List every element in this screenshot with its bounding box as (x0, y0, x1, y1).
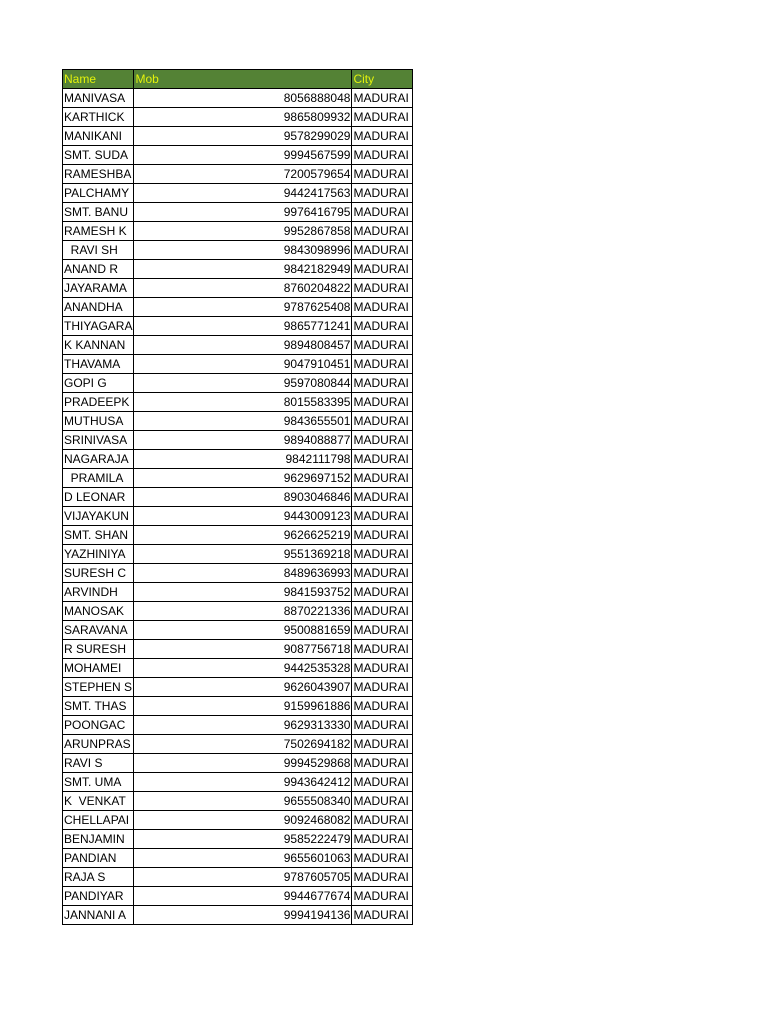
table-row (63, 564, 413, 583)
mob-cell[interactable]: 9976416795 (134, 203, 352, 222)
city-cell[interactable]: MADURAI (352, 241, 413, 260)
mob-cell[interactable]: 8489636993 (134, 564, 352, 583)
name-cell[interactable]: VIJAYAKUN (63, 507, 134, 526)
table-row (63, 887, 413, 906)
city-cell[interactable]: MADURAI (352, 773, 413, 792)
mob-cell[interactable]: 8015583395 (134, 393, 352, 412)
city-cell[interactable]: MADURAI (352, 887, 413, 906)
mob-cell[interactable]: 9994567599 (134, 146, 352, 165)
name-cell[interactable]: RAJA S (63, 868, 134, 887)
contacts-table (62, 69, 413, 925)
name-cell[interactable]: STEPHEN S (63, 678, 134, 697)
table-row (63, 165, 413, 184)
city-cell[interactable]: MADURAI (352, 450, 413, 469)
mob-cell[interactable]: 9841593752 (134, 583, 352, 602)
city-cell[interactable]: MADURAI (352, 146, 413, 165)
name-cell[interactable]: SARAVANA (63, 621, 134, 640)
name-cell[interactable]: RAMESH K (63, 222, 134, 241)
name-cell[interactable]: MANOSAK (63, 602, 134, 621)
mob-cell[interactable]: 9442417563 (134, 184, 352, 203)
table-row (63, 260, 413, 279)
city-cell[interactable]: MADURAI (352, 184, 413, 203)
table-row (63, 146, 413, 165)
name-cell[interactable]: R SURESH (63, 640, 134, 659)
name-cell[interactable]: ARUNPRAS (63, 735, 134, 754)
name-cell[interactable]: PANDIYAR (63, 887, 134, 906)
table-row (63, 602, 413, 621)
city-cell[interactable]: MADURAI (352, 526, 413, 545)
table-row (63, 754, 413, 773)
mob-cell[interactable]: 9626625219 (134, 526, 352, 545)
name-cell[interactable]: CHELLAPAI (63, 811, 134, 830)
header-mob[interactable]: Mob (134, 70, 352, 89)
table-row (63, 659, 413, 678)
mob-cell[interactable]: 9944677674 (134, 887, 352, 906)
city-cell[interactable]: MADURAI (352, 830, 413, 849)
table-row (63, 241, 413, 260)
city-cell[interactable]: MADURAI (352, 849, 413, 868)
name-cell[interactable]: NAGARAJA (63, 450, 134, 469)
city-cell[interactable]: MADURAI (352, 431, 413, 450)
name-cell[interactable]: PRADEEPK (63, 393, 134, 412)
name-cell[interactable]: PANDIAN (63, 849, 134, 868)
name-cell[interactable]: SMT. SHAN (63, 526, 134, 545)
mob-cell[interactable]: 7200579654 (134, 165, 352, 184)
mob-cell[interactable]: 9442535328 (134, 659, 352, 678)
table-row (63, 298, 413, 317)
mob-cell[interactable]: 9952867858 (134, 222, 352, 241)
name-cell[interactable]: JANNANI A (63, 906, 134, 925)
table-row (63, 583, 413, 602)
mob-cell[interactable]: 8760204822 (134, 279, 352, 298)
table-row (63, 412, 413, 431)
table-row (63, 697, 413, 716)
table-row (63, 735, 413, 754)
mob-cell[interactable]: 9655508340 (134, 792, 352, 811)
mob-cell[interactable]: 9843655501 (134, 412, 352, 431)
city-cell[interactable]: MADURAI (352, 488, 413, 507)
name-cell[interactable]: MUTHUSA (63, 412, 134, 431)
city-cell[interactable]: MADURAI (352, 678, 413, 697)
mob-cell[interactable]: 9092468082 (134, 811, 352, 830)
mob-cell[interactable]: 7502694182 (134, 735, 352, 754)
table-row (63, 906, 413, 925)
name-cell[interactable]: ANANDHA (63, 298, 134, 317)
city-cell[interactable]: MADURAI (352, 621, 413, 640)
city-cell[interactable]: MADURAI (352, 222, 413, 241)
mob-cell[interactable]: 9842182949 (134, 260, 352, 279)
mob-cell[interactable]: 8903046846 (134, 488, 352, 507)
city-cell[interactable]: MADURAI (352, 868, 413, 887)
name-cell[interactable]: SRINIVASA (63, 431, 134, 450)
mob-cell[interactable]: 9087756718 (134, 640, 352, 659)
table-row (63, 545, 413, 564)
mob-cell[interactable]: 9585222479 (134, 830, 352, 849)
name-cell[interactable]: SMT. UMA (63, 773, 134, 792)
table-row (63, 678, 413, 697)
table-row (63, 108, 413, 127)
city-cell[interactable]: MADURAI (352, 336, 413, 355)
table-row (63, 450, 413, 469)
name-cell[interactable]: GOPI G (63, 374, 134, 393)
table-row (63, 868, 413, 887)
mob-cell[interactable]: 9787625408 (134, 298, 352, 317)
city-cell[interactable]: MADURAI (352, 203, 413, 222)
city-cell[interactable]: MADURAI (352, 469, 413, 488)
mob-cell[interactable]: 8870221336 (134, 602, 352, 621)
city-cell[interactable]: MADURAI (352, 792, 413, 811)
mob-cell[interactable]: 9597080844 (134, 374, 352, 393)
city-cell[interactable]: MADURAI (352, 716, 413, 735)
table-row (63, 317, 413, 336)
name-cell[interactable]: RAVI S (63, 754, 134, 773)
table-row (63, 336, 413, 355)
name-cell[interactable]: SMT. THAS (63, 697, 134, 716)
table-row (63, 830, 413, 849)
city-cell[interactable]: MADURAI (352, 412, 413, 431)
city-cell[interactable]: MADURAI (352, 279, 413, 298)
table-row (63, 127, 413, 146)
city-cell[interactable]: MADURAI (352, 583, 413, 602)
table-row (63, 811, 413, 830)
table-row (63, 621, 413, 640)
name-cell[interactable]: MOHAMEI (63, 659, 134, 678)
city-cell[interactable]: MADURAI (352, 735, 413, 754)
name-cell[interactable]: K VENKAT (63, 792, 134, 811)
name-cell[interactable]: D LEONAR (63, 488, 134, 507)
header-row (63, 70, 413, 89)
table-row (63, 640, 413, 659)
table-row (63, 773, 413, 792)
city-cell[interactable]: MADURAI (352, 89, 413, 108)
table-row (63, 716, 413, 735)
mob-cell[interactable]: 8056888048 (134, 89, 352, 108)
mob-cell[interactable]: 9842111798 (134, 450, 352, 469)
name-cell[interactable]: PALCHAMY (63, 184, 134, 203)
table-row (63, 526, 413, 545)
table-row (63, 393, 413, 412)
table-row (63, 89, 413, 108)
name-cell[interactable]: ARVINDH (63, 583, 134, 602)
city-cell[interactable]: MADURAI (352, 754, 413, 773)
city-cell[interactable]: MADURAI (352, 659, 413, 678)
header-name[interactable]: Name (63, 70, 134, 89)
city-cell[interactable]: MADURAI (352, 127, 413, 146)
city-cell[interactable]: MADURAI (352, 393, 413, 412)
name-cell[interactable]: K KANNAN (63, 336, 134, 355)
city-cell[interactable]: MADURAI (352, 374, 413, 393)
city-cell[interactable]: MADURAI (352, 355, 413, 374)
name-cell[interactable]: THAVAMA (63, 355, 134, 374)
name-cell[interactable]: ANAND R (63, 260, 134, 279)
city-cell[interactable]: MADURAI (352, 507, 413, 526)
city-cell[interactable]: MADURAI (352, 260, 413, 279)
name-cell[interactable]: JAYARAMA (63, 279, 134, 298)
mob-cell[interactable]: 9578299029 (134, 127, 352, 146)
name-cell[interactable]: RAMESHBA (63, 165, 134, 184)
table-row (63, 488, 413, 507)
table-row (63, 203, 413, 222)
table-row (63, 507, 413, 526)
city-cell[interactable]: MADURAI (352, 564, 413, 583)
city-cell[interactable]: MADURAI (352, 108, 413, 127)
table-body (63, 89, 413, 925)
mob-cell[interactable]: 9894088877 (134, 431, 352, 450)
table-row (63, 279, 413, 298)
header-city[interactable]: City (352, 70, 413, 89)
mob-cell[interactable]: 9551369218 (134, 545, 352, 564)
table-row (63, 374, 413, 393)
name-cell[interactable]: YAZHINIYA (63, 545, 134, 564)
mob-cell[interactable]: 9787605705 (134, 868, 352, 887)
mob-cell[interactable]: 9843098996 (134, 241, 352, 260)
name-cell[interactable]: THIYAGARA (63, 317, 134, 336)
name-cell[interactable]: POONGAC (63, 716, 134, 735)
table-row (63, 184, 413, 203)
mob-cell[interactable]: 9047910451 (134, 355, 352, 374)
table-row (63, 355, 413, 374)
city-cell[interactable]: MADURAI (352, 906, 413, 925)
city-cell[interactable]: MADURAI (352, 317, 413, 336)
city-cell[interactable]: MADURAI (352, 165, 413, 184)
mob-cell[interactable]: 9994529868 (134, 754, 352, 773)
table-row (63, 792, 413, 811)
name-cell[interactable]: MANIKANI (63, 127, 134, 146)
name-cell[interactable]: RAVI SH (63, 241, 134, 260)
table-row (63, 469, 413, 488)
city-cell[interactable]: MADURAI (352, 545, 413, 564)
mob-cell[interactable]: 9443009123 (134, 507, 352, 526)
city-cell[interactable]: MADURAI (352, 640, 413, 659)
name-cell[interactable]: MANIVASA (63, 89, 134, 108)
city-cell[interactable]: MADURAI (352, 811, 413, 830)
mob-cell[interactable]: 9626043907 (134, 678, 352, 697)
city-cell[interactable]: MADURAI (352, 298, 413, 317)
table-row (63, 431, 413, 450)
city-cell[interactable]: MADURAI (352, 602, 413, 621)
mob-cell[interactable]: 9629697152 (134, 469, 352, 488)
mob-cell[interactable]: 9994194136 (134, 906, 352, 925)
mob-cell[interactable]: 9865771241 (134, 317, 352, 336)
mob-cell[interactable]: 9894808457 (134, 336, 352, 355)
name-cell[interactable]: SMT. BANU (63, 203, 134, 222)
table-row (63, 222, 413, 241)
mob-cell[interactable]: 9655601063 (134, 849, 352, 868)
name-cell[interactable]: SMT. SUDA (63, 146, 134, 165)
name-cell[interactable]: PRAMILA (63, 469, 134, 488)
mob-cell[interactable]: 9500881659 (134, 621, 352, 640)
name-cell[interactable]: SURESH C (63, 564, 134, 583)
table-row (63, 849, 413, 868)
mob-cell[interactable]: 9865809932 (134, 108, 352, 127)
mob-cell[interactable]: 9629313330 (134, 716, 352, 735)
mob-cell[interactable]: 9159961886 (134, 697, 352, 716)
name-cell[interactable]: BENJAMIN (63, 830, 134, 849)
city-cell[interactable]: MADURAI (352, 697, 413, 716)
mob-cell[interactable]: 9943642412 (134, 773, 352, 792)
name-cell[interactable]: KARTHICK (63, 108, 134, 127)
